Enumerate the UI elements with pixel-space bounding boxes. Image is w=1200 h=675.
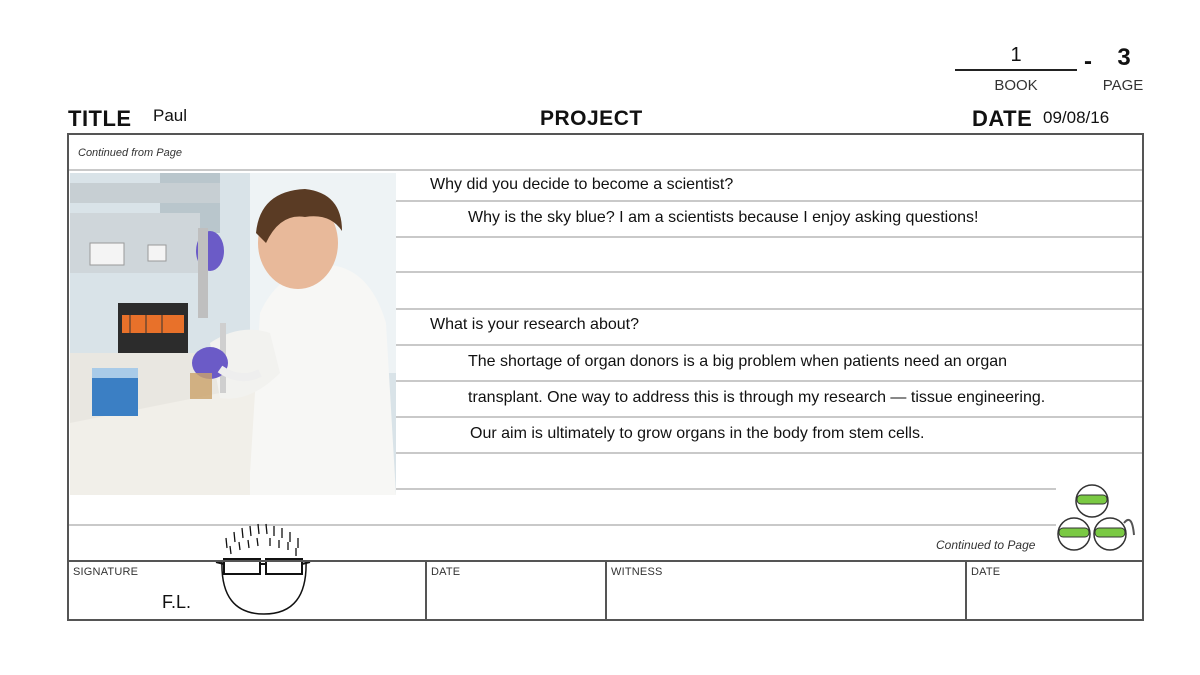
title-label: TITLE: [68, 106, 132, 131]
continued-from-page: Continued from Page: [78, 147, 182, 159]
witness-divider: [965, 561, 967, 620]
rule-line: [396, 452, 1142, 454]
page-label: PAGE: [1102, 77, 1144, 94]
question-2: What is your research about?: [430, 316, 639, 333]
book-label: BOOK: [994, 77, 1038, 94]
continued-to-page: Continued to Page: [936, 538, 1036, 552]
signature-value: F.L.: [162, 592, 192, 612]
rule-line: [396, 308, 1142, 310]
answer-2-line-2: transplant. One way to address this is through my research — tissue engineering.: [468, 389, 1046, 406]
answer-2-line-3: Our aim is ultimately to grow organs in the body from stem cells.: [470, 425, 925, 442]
project-label: PROJECT: [540, 107, 643, 130]
signature-divider: [425, 561, 427, 620]
witness-label: WITNESS: [611, 566, 663, 578]
rule-line: [396, 200, 1142, 202]
cartoon-face-with-glasses-icon: [212, 518, 316, 618]
signature-label: SIGNATURE: [73, 566, 139, 578]
answer-2-line-1: The shortage of organ donors is a big problem when patients need an organ: [468, 353, 1008, 370]
date-label: DATE: [972, 106, 1033, 131]
title-value: Paul: [153, 106, 188, 125]
date-divider: [605, 561, 607, 620]
question-1: Why did you decide to become a scientist?: [430, 176, 734, 193]
book-number: 1: [1010, 44, 1022, 66]
rule-line: [396, 271, 1142, 273]
rule-line: [396, 344, 1142, 346]
rule-line: [396, 416, 1142, 418]
page-number: 3: [1117, 44, 1131, 71]
date-value: 09/08/16: [1043, 108, 1110, 127]
rule-line: [396, 380, 1142, 382]
witness-date-label: DATE: [971, 566, 1001, 578]
rule-line: [396, 488, 1056, 490]
signature-date-label: DATE: [431, 566, 461, 578]
book-number-line: [955, 69, 1077, 71]
scientist-in-lab-photo: [70, 173, 396, 495]
rule-line: [69, 169, 1142, 171]
answer-1: Why is the sky blue? I am a scientists because I enjoy asking questions!: [468, 209, 979, 226]
rule-line: [396, 236, 1142, 238]
page-separator: -: [1084, 48, 1092, 75]
team-regen-logo: [1054, 483, 1138, 555]
